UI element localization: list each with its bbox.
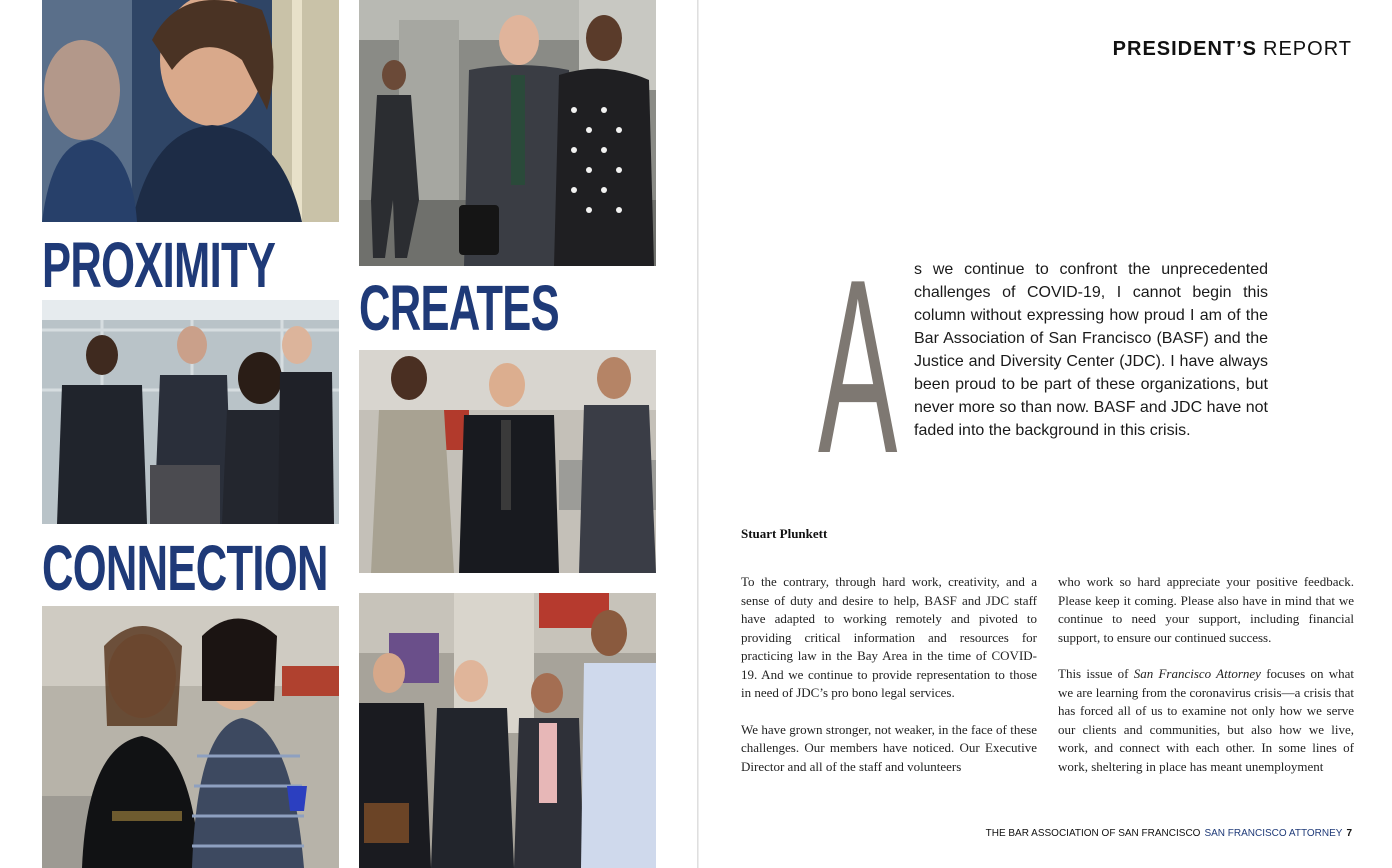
section-heading-bold: PRESIDENT’S: [1112, 38, 1258, 60]
section-heading-light: REPORT: [1263, 38, 1352, 60]
headline-word-creates: CREATES: [359, 272, 559, 344]
body-column-2: [1058, 573, 1354, 794]
photo-three-men-talking: [359, 350, 656, 573]
drop-cap: A: [818, 227, 898, 505]
headline-word-proximity: PROXIMITY: [42, 229, 276, 301]
photo-reception-group: [42, 300, 339, 524]
section-heading: [1113, 38, 1352, 61]
page-gutter: [697, 0, 699, 868]
footer-publication: SAN FRANCISCO ATTORNEY: [1204, 828, 1343, 839]
body-text: This issue of: [1058, 666, 1134, 681]
footer-organization: THE BAR ASSOCIATION OF SAN FRANCISCO: [985, 828, 1201, 839]
body-text: focuses on what we are learning from the coronavirus crisis—a crisis that has forced all of us to examine not only how we serve our clients and communities, but also how we live, work, and connect with each other. In some lines of work, sheltering in place has meant unemployment: [1058, 666, 1354, 774]
page-number: 7: [1346, 828, 1352, 839]
intro-paragraph: s we continue to confront the unprecedented challenges of COVID-19, I cannot begin this column without expressing how proud I am of the Bar Association of San Francisco (BASF) and the Justice and Diversity Center (JDC). I have always been proud to be part of these organizations, but never more so than now. BASF and JDC have not faded into the background in this crisis.: [914, 261, 1268, 439]
photo-smiling-woman: [42, 0, 339, 222]
photo-two-women-smiling: [42, 606, 339, 868]
publication-title-italic: San Francisco Attorney: [1133, 666, 1261, 681]
body-column-1: [741, 573, 1037, 794]
page-footer: [986, 828, 1352, 839]
photo-group-of-five-men: [359, 593, 656, 868]
body-paragraph: To the contrary, through hard work, creativity, and a sense of duty and desire to help, BASF and JDC staff have adapted to working remotely and pivoted to providing critical information and resources for practicing law in the Bay Area in the time of COVID-19. And we continue to provide representation to those in need of JDC’s pro bono legal services.: [741, 574, 1037, 700]
body-paragraph: who work so hard appreciate your positive feedback. Please keep it coming. Please also have in mind that we continue to need your support, including financial support, to ensure our continued success.: [1058, 574, 1354, 645]
body-paragraph: [1058, 665, 1354, 776]
body-paragraph: We have grown stronger, not weaker, in the face of these challenges. Our members have noticed. Our Executive Director and all of the staff and volunteers: [741, 721, 1037, 774]
author-byline: Stuart Plunkett: [741, 526, 828, 541]
photo-three-colleagues-walking: [359, 0, 656, 266]
headline-word-connection: CONNECTION: [42, 532, 328, 604]
